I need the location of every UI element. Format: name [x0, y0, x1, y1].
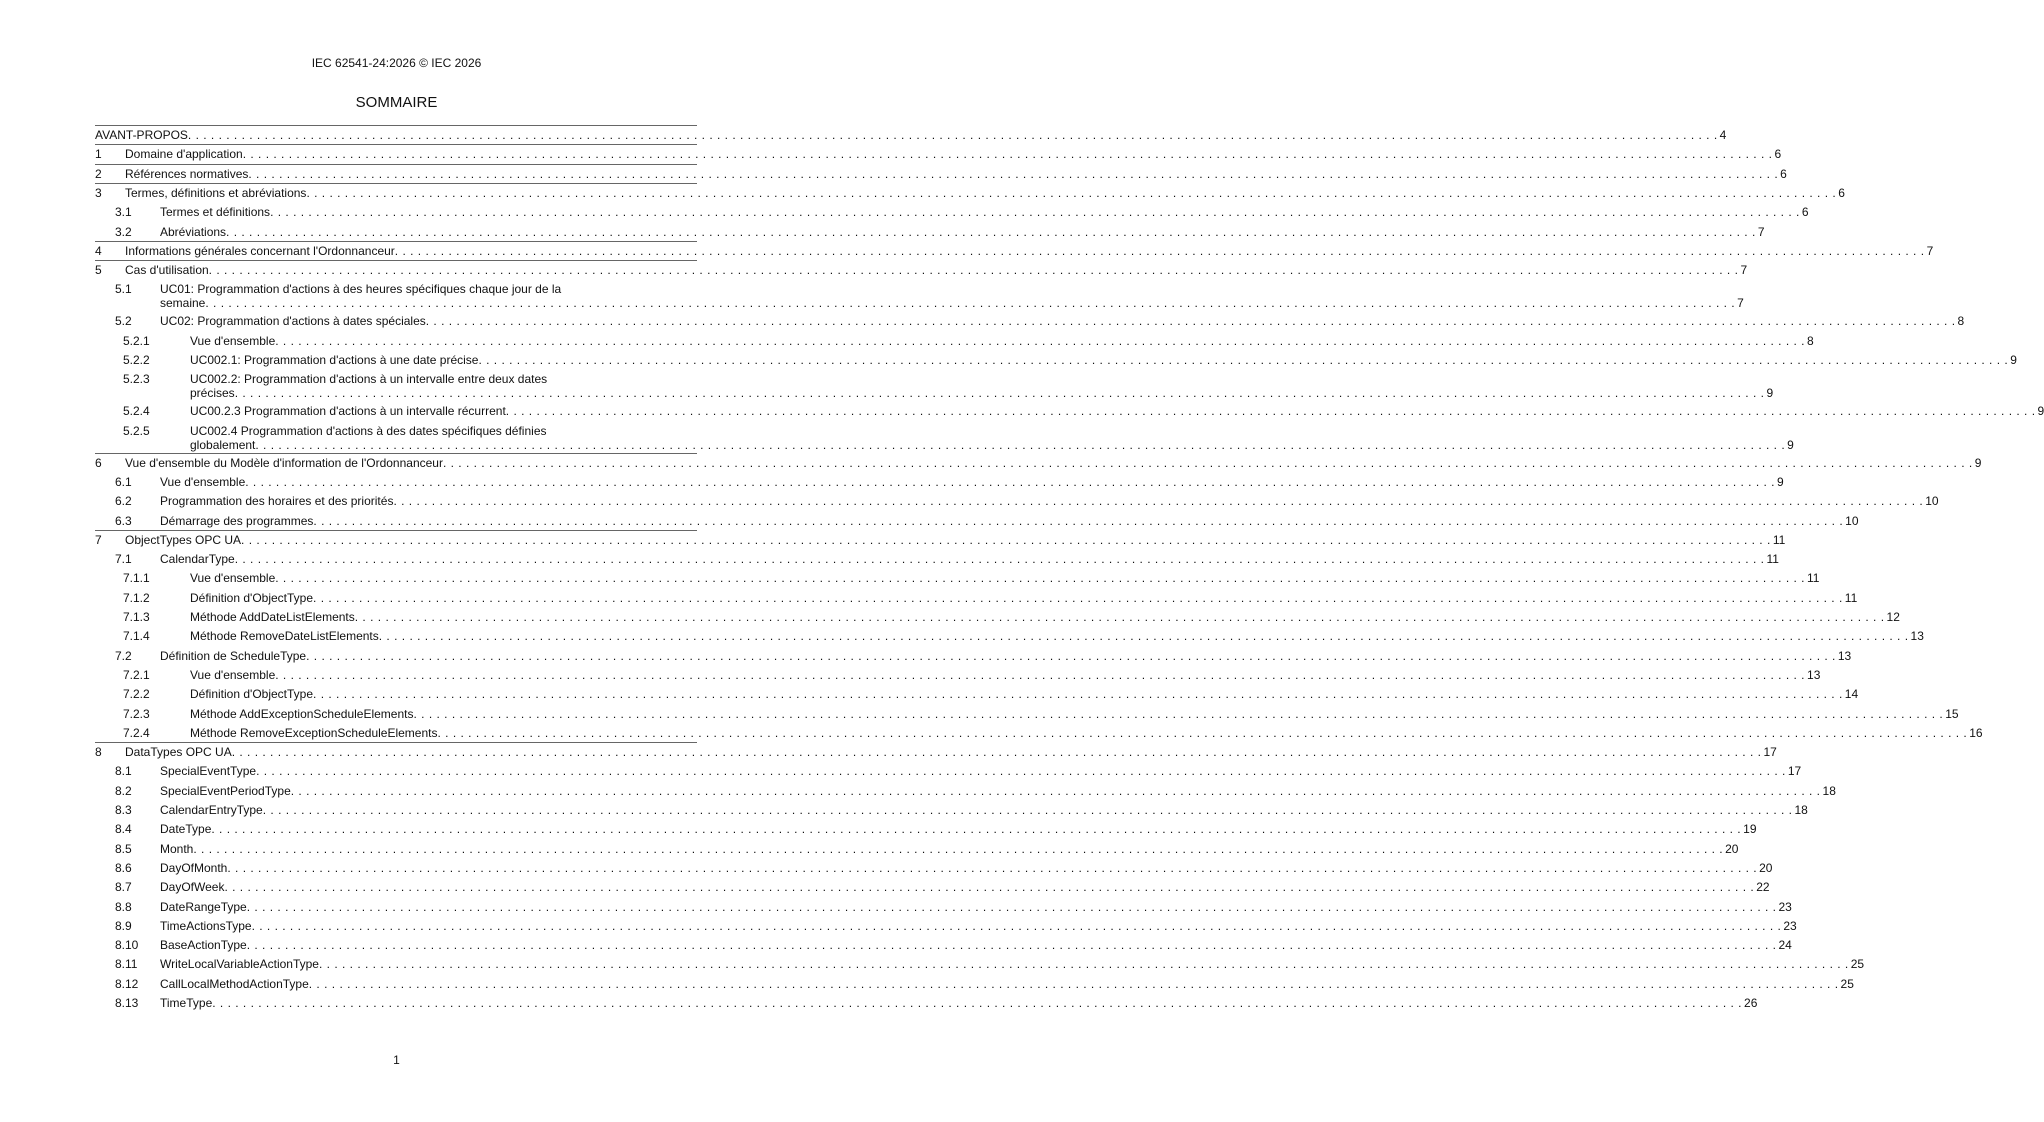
- toc-entry-title-continued: précises: [190, 386, 235, 401]
- toc-entry-title: DayOfWeek: [160, 880, 225, 895]
- toc-dot-leader: . . . . . . . . . . . . . . . . . . . . . . . . . . . . . . . . . . . . . . . . . . . . . . . . . . . . . . . . . . . . . . . . . . . . . . . . . . . . . . . . . . . . . . . . . . . . . . . . . . . . . . . . . . . . . . . . . . . . . . . . . . . . . . . . . . . . . . . . . . . . . . . . . . . . . . . . . . . . . . . . . . . . . . . . . . . . . . . . . . . . . . . . . . . . . . . . . . . . . . . .: [478, 353, 2009, 367]
- toc-entry[interactable]: [95, 687, 1859, 702]
- toc-entry[interactable]: [95, 353, 2017, 367]
- toc-page-number: 25: [1850, 957, 1865, 972]
- toc-dot-leader: . . . . . . . . . . . . . . . . . . . . . . . . . . . . . . . . . . . . . . . . . . . . . . . . . . . . . . . . . . . . . . . . . . . . . . . . . . . . . . . . . . . . . . . . . . . . . . . . . . . . . . . . . . . . . . . . . . . . . . . . . . . . . . . . . . . . . . . . . . . . . . . . . . . . . . . . . . . . . . . . . . . . . . . . . . . . . . . . . . . . . . . . . . . . . . . . . . . . . . . .: [505, 404, 2036, 419]
- toc-page-number: 9: [1777, 474, 1784, 489]
- toc-entry-number: 5.2.2: [123, 353, 150, 367]
- toc-page-number: 13: [1910, 629, 1924, 644]
- toc-entry-title: DateType: [160, 822, 212, 837]
- toc-separator: [95, 241, 697, 242]
- toc-entry-number: 7.2.3: [123, 706, 150, 721]
- toc-dot-leader: . . . . . . . . . . . . . . . . . . . . . . . . . . . . . . . . . . . . . . . . . . . . . . . . . . . . . . . . . . . . . . . . . . . . . . . . . . . . . . . . . . . . . . . . . . . . . . . . . . . . . . . . . . . . . . . . . . . . . . . . . . . . . . . . . . . . . . . . . . . . . . . . . . . . . . . . . . . . . . . . . . . . . . . . . . . . . . . . . . . . . . . . . . . . . . . . . . . . . . . .: [251, 918, 1782, 933]
- toc-entry-title: Définition d'ObjectType: [190, 687, 314, 702]
- toc-entry[interactable]: [95, 128, 1727, 142]
- toc-page-number: 11: [1772, 532, 1786, 547]
- toc-entry-number: 7.2.2: [123, 687, 150, 702]
- toc-entry-number: 7.2.1: [123, 667, 150, 682]
- toc-page-number: 9: [1766, 386, 1774, 401]
- toc-entry-number: 8.6: [115, 860, 132, 875]
- toc-entry[interactable]: [95, 783, 1836, 798]
- toc-entry[interactable]: [95, 841, 1739, 856]
- toc-entry-number: 8.13: [115, 996, 139, 1010]
- toc-entry-number: 5.2.1: [123, 333, 150, 348]
- toc-entry-number: 8.3: [115, 803, 132, 817]
- toc-separator: [95, 742, 697, 743]
- toc-page-number: 10: [1845, 513, 1859, 528]
- toc-entry-title: Définition de ScheduleType: [160, 648, 307, 663]
- toc-entry-number: 5.2.5: [123, 423, 150, 438]
- toc-page-number: 9: [1974, 455, 1982, 470]
- toc-dot-leader: . . . . . . . . . . . . . . . . . . . . . . . . . . . . . . . . . . . . . . . . . . . . . . . . . . . . . . . . . . . . . . . . . . . . . . . . . . . . . . . . . . . . . . . . . . . . . . . . . . . . . . . . . . . . . . . . . . . . . . . . . . . . . . . . . . . . . . . . . . . . . . . . . . . . . . . . . . . . . . . . . . . . . . . . . . . . . . . . . . . . . . . . . . . . . . . . . . . . . . . .: [241, 532, 1771, 547]
- toc-dot-leader: . . . . . . . . . . . . . . . . . . . . . . . . . . . . . . . . . . . . . . . . . . . . . . . . . . . . . . . . . . . . . . . . . . . . . . . . . . . . . . . . . . . . . . . . . . . . . . . . . . . . . . . . . . . . . . . . . . . . . . . . . . . . . . . . . . . . . . . . . . . . . . . . . . . . . . . . . . . . . . . . . . . . . . . . . . . . . . . . . . . . . . . . . . . . . . . . . . . . . . . .: [246, 938, 1777, 953]
- toc-entry[interactable]: [95, 938, 1792, 953]
- toc-page-number: 11: [1766, 552, 1779, 567]
- toc-entry[interactable]: [95, 372, 1774, 401]
- toc-dot-leader: . . . . . . . . . . . . . . . . . . . . . . . . . . . . . . . . . . . . . . . . . . . . . . . . . . . . . . . . . . . . . . . . . . . . . . . . . . . . . . . . . . . . . . . . . . . . . . . . . . . . . . . . . . . . . . . . . . . . . . . . . . . . . . . . . . . . . . . . . . . . . . . . . . . . . . . . . . . . . . . . . . . . . . . . . . . . . . . . . . . . . . . . . . . . . . . . . . . . . . . .: [187, 128, 1718, 142]
- page-title: SOMMAIRE: [355, 94, 438, 111]
- toc-entry-number: 3.2: [115, 224, 132, 239]
- toc-entry-title: Méthode AddExceptionScheduleElements: [190, 706, 414, 721]
- toc-entry-title: Méthode RemoveDateListElements: [190, 629, 379, 644]
- toc-page-number: 4: [1719, 128, 1727, 142]
- toc-page-number: 14: [1844, 687, 1859, 702]
- toc-entry[interactable]: [95, 590, 1858, 605]
- toc-entry-number: 5.2.3: [123, 372, 150, 387]
- toc-page-number: 17: [1763, 745, 1777, 760]
- toc-entry-number: 7.2.4: [123, 725, 150, 740]
- toc-separator: [95, 144, 697, 145]
- toc-entry-title: Abréviations: [160, 224, 227, 239]
- toc-page-number: 9: [1787, 437, 1794, 452]
- toc-entry-title: Vue d'ensemble du Modèle d'information de l'Ordonnanceur: [125, 455, 443, 470]
- toc-page-number: 11: [1807, 571, 1820, 586]
- toc-separator: [95, 183, 697, 184]
- toc-entry-title: Vue d'ensemble: [160, 474, 246, 489]
- toc-entry-title: DateRangeType: [160, 899, 247, 914]
- toc-entry[interactable]: [95, 822, 1757, 837]
- toc-entry-number: 3.1: [115, 205, 132, 220]
- toc-entry[interactable]: [95, 764, 1802, 779]
- toc-entry-number: 7: [95, 532, 102, 547]
- toc-entry-number: 8.7: [115, 880, 132, 895]
- toc-entry-number: 2: [95, 166, 102, 181]
- toc-entry-title: UC02: Programmation d'actions à dates spéciales: [160, 314, 426, 329]
- toc-entry[interactable]: [95, 455, 1982, 470]
- toc-page-number: 7: [1757, 224, 1765, 239]
- toc-dot-leader: . . . . . . . . . . . . . . . . . . . . . . . . . . . . . . . . . . . . . . . . . . . . . . . . . . . . . . . . . . . . . . . . . . . . . . . . . . . . . . . . . . . . . . . . . . . . . . . . . . . . . . . . . . . . . . . . . . . . . . . . . . . . . . . . . . . . . . . . . . . . . . . . . . . . . . . . . . . . . . . . . . . . . . . . . . . . . . . . . . . . . . . . . . . . . . . . . . . . . . . .: [354, 610, 1885, 624]
- toc-page-number: 12: [1886, 610, 1900, 624]
- toc-entry-title-continued: globalement: [190, 437, 256, 452]
- toc-page-number: 24: [1778, 938, 1792, 953]
- toc-entry-number: 7.1: [115, 552, 132, 567]
- toc-page-number: 17: [1787, 764, 1802, 779]
- toc-dot-leader: . . . . . . . . . . . . . . . . . . . . . . . . . . . . . . . . . . . . . . . . . . . . . . . . . . . . . . . . . . . . . . . . . . . . . . . . . . . . . . . . . . . . . . . . . . . . . . . . . . . . . . . . . . . . . . . . . . . . . . . . . . . . . . . . . . . . . . . . . . . . . . . . . . . . . . . . . . . . . . . . . . . . . . . . . . . . . . . . . . . . . . . . . . . . . . . . . . . . . . . .: [318, 957, 1849, 972]
- toc-page-number: 23: [1783, 918, 1797, 933]
- toc-entry-number: 7.1.1: [123, 571, 150, 586]
- toc-entry[interactable]: [95, 918, 1797, 933]
- toc-entry[interactable]: [95, 474, 1784, 489]
- toc-entry[interactable]: [95, 957, 1865, 972]
- toc-entry-number: 8.8: [115, 899, 132, 914]
- toc-entry-title: SpecialEventPeriodType: [160, 783, 291, 798]
- toc-entry[interactable]: [95, 147, 1782, 162]
- toc-entry-number: 5: [95, 263, 102, 278]
- toc-separator: [95, 530, 697, 531]
- toc-dot-leader: . . . . . . . . . . . . . . . . . . . . . . . . . . . . . . . . . . . . . . . . . . . . . . . . . . . . . . . . . . . . . . . . . . . . . . . . . . . . . . . . . . . . . . . . . . . . . . . . . . . . . . . . . . . . . . . . . . . . . . . . . . . . . . . . . . . . . . . . . . . . . . . . . . . . . . . . . . . . . . . . . . . . . . . . . . . . . . . . . . . . . . . . . . . . . . . . . . . . . . . .: [255, 437, 1786, 452]
- toc-dot-leader: . . . . . . . . . . . . . . . . . . . . . . . . . . . . . . . . . . . . . . . . . . . . . . . . . . . . . . . . . . . . . . . . . . . . . . . . . . . . . . . . . . . . . . . . . . . . . . . . . . . . . . . . . . . . . . . . . . . . . . . . . . . . . . . . . . . . . . . . . . . . . . . . . . . . . . . . . . . . . . . . . . . . . . . . . . . . . . . . . . . . . . . . . . . . . . . . . . . . . . . .: [234, 552, 1765, 567]
- toc-entry-number: 5.1: [115, 282, 132, 297]
- toc-page-number: 7: [1740, 263, 1748, 278]
- toc-entry-number: 1: [95, 147, 102, 162]
- toc-dot-leader: . . . . . . . . . . . . . . . . . . . . . . . . . . . . . . . . . . . . . . . . . . . . . . . . . . . . . . . . . . . . . . . . . . . . . . . . . . . . . . . . . . . . . . . . . . . . . . . . . . . . . . . . . . . . . . . . . . . . . . . . . . . . . . . . . . . . . . . . . . . . . . . . . . . . . . . . . . . . . . . . . . . . . . . . . . . . . . . . . . . . . . . . . . . . . . . . . . . . . . . .: [226, 224, 1756, 239]
- toc-page-number: 6: [1774, 147, 1782, 162]
- toc-entry-title: SpecialEventType: [160, 764, 257, 779]
- toc-entry-number: 6: [95, 455, 102, 470]
- toc-dot-leader: . . . . . . . . . . . . . . . . . . . . . . . . . . . . . . . . . . . . . . . . . . . . . . . . . . . . . . . . . . . . . . . . . . . . . . . . . . . . . . . . . . . . . . . . . . . . . . . . . . . . . . . . . . . . . . . . . . . . . . . . . . . . . . . . . . . . . . . . . . . . . . . . . . . . . . . . . . . . . . . . . . . . . . . . . . . . . . . . . . . . . . . . . . . . . . . . . . . . . . . .: [290, 783, 1821, 798]
- toc-entry-title: ObjectTypes OPC UA: [125, 532, 242, 547]
- toc-entry-title: AVANT-PROPOS: [95, 128, 188, 142]
- toc-dot-leader: . . . . . . . . . . . . . . . . . . . . . . . . . . . . . . . . . . . . . . . . . . . . . . . . . . . . . . . . . . . . . . . . . . . . . . . . . . . . . . . . . . . . . . . . . . . . . . . . . . . . . . . . . . . . . . . . . . . . . . . . . . . . . . . . . . . . . . . . . . . . . . . . . . . . . . . . . . . . . . . . . . . . . . . . . . . . . . . . . . . . . . . . . . . . . . . . . . . . . . . .: [231, 745, 1762, 760]
- toc-page-number: 13: [1807, 667, 1821, 682]
- toc-entry-number: 8.5: [115, 841, 132, 856]
- toc-page-number: 15: [1945, 706, 1959, 721]
- toc-entry-number: 5.2.4: [123, 404, 150, 419]
- toc-dot-leader: . . . . . . . . . . . . . . . . . . . . . . . . . . . . . . . . . . . . . . . . . . . . . . . . . . . . . . . . . . . . . . . . . . . . . . . . . . . . . . . . . . . . . . . . . . . . . . . . . . . . . . . . . . . . . . . . . . . . . . . . . . . . . . . . . . . . . . . . . . . . . . . . . . . . . . . . . . . . . . . . . . . . . . . . . . . . . . . . . . . . . . . . . . . . . . . . . . . . . . . .: [308, 976, 1839, 991]
- toc-page-number: 9: [2037, 404, 2044, 419]
- toc-entry[interactable]: [95, 185, 1845, 200]
- toc-page-number: 26: [1744, 996, 1758, 1010]
- toc-entry[interactable]: [95, 745, 1777, 760]
- toc-page-number: 13: [1837, 648, 1852, 663]
- toc-entry-number: 8.10: [115, 938, 139, 953]
- toc-dot-leader: . . . . . . . . . . . . . . . . . . . . . . . . . . . . . . . . . . . . . . . . . . . . . . . . . . . . . . . . . . . . . . . . . . . . . . . . . . . . . . . . . . . . . . . . . . . . . . . . . . . . . . . . . . . . . . . . . . . . . . . . . . . . . . . . . . . . . . . . . . . . . . . . . . . . . . . . . . . . . . . . . . . . . . . . . . . . . . . . . . . . . . . . . . . . . . . . . . . . . . . .: [256, 764, 1786, 779]
- toc-entry-title: UC002.1: Programmation d'actions à une date précise: [190, 353, 479, 367]
- toc-entry-title: Cas d'utilisation: [125, 263, 209, 278]
- toc-entry[interactable]: [95, 513, 1859, 528]
- toc-entry[interactable]: [95, 166, 1787, 181]
- toc-entry[interactable]: [95, 610, 1900, 624]
- toc-entry[interactable]: [95, 224, 1765, 239]
- toc-dot-leader: . . . . . . . . . . . . . . . . . . . . . . . . . . . . . . . . . . . . . . . . . . . . . . . . . . . . . . . . . . . . . . . . . . . . . . . . . . . . . . . . . . . . . . . . . . . . . . . . . . . . . . . . . . . . . . . . . . . . . . . . . . . . . . . . . . . . . . . . . . . . . . . . . . . . . . . . . . . . . . . . . . . . . . . . . . . . . . . . . . . . . . . . . . . . . . . . . . . . . . . .: [212, 996, 1743, 1010]
- toc-page-number: 16: [1969, 725, 1983, 740]
- toc-entry-title: CallLocalMethodActionType: [160, 976, 309, 991]
- toc-dot-leader: . . . . . . . . . . . . . . . . . . . . . . . . . . . . . . . . . . . . . . . . . . . . . . . . . . . . . . . . . . . . . . . . . . . . . . . . . . . . . . . . . . . . . . . . . . . . . . . . . . . . . . . . . . . . . . . . . . . . . . . . . . . . . . . . . . . . . . . . . . . . . . . . . . . . . . . . . . . . . . . . . . . . . . . . . . . . . . . . . . . . . . . . . . . . . . . . . . . . . . . .: [246, 899, 1777, 914]
- toc-entry-title: WriteLocalVariableActionType: [160, 957, 319, 972]
- toc-entry[interactable]: [95, 205, 1809, 220]
- toc-entry[interactable]: [95, 803, 1808, 817]
- toc-dot-leader: . . . . . . . . . . . . . . . . . . . . . . . . . . . . . . . . . . . . . . . . . . . . . . . . . . . . . . . . . . . . . . . . . . . . . . . . . . . . . . . . . . . . . . . . . . . . . . . . . . . . . . . . . . . . . . . . . . . . . . . . . . . . . . . . . . . . . . . . . . . . . . . . . . . . . . . . . . . . . . . . . . . . . . . . . . . . . . . . . . . . . . . . . . . . . . . . . . . . . . . .: [313, 687, 1843, 702]
- toc-entry-title: DayOfMonth: [160, 860, 228, 875]
- page-number: 1: [393, 1053, 400, 1067]
- toc-entry[interactable]: [95, 282, 1744, 311]
- toc-page-number: 10: [1925, 494, 1939, 509]
- toc-page-number: 22: [1756, 880, 1770, 895]
- toc-dot-leader: . . . . . . . . . . . . . . . . . . . . . . . . . . . . . . . . . . . . . . . . . . . . . . . . . . . . . . . . . . . . . . . . . . . . . . . . . . . . . . . . . . . . . . . . . . . . . . . . . . . . . . . . . . . . . . . . . . . . . . . . . . . . . . . . . . . . . . . . . . . . . . . . . . . . . . . . . . . . . . . . . . . . . . . . . . . . . . . . . . . . . . . . . . . . . . . . . . . . . . . .: [248, 166, 1779, 181]
- toc-page-number: 18: [1794, 803, 1808, 817]
- toc-entry-title: CalendarType: [160, 552, 235, 567]
- toc-separator: [95, 260, 697, 261]
- toc-separator: [95, 453, 697, 454]
- toc-entry-title: UC00.2.3 Programmation d'actions à un intervalle récurrent: [190, 404, 506, 419]
- toc-entry[interactable]: [95, 725, 1983, 740]
- toc-entry[interactable]: [95, 571, 1820, 586]
- toc-entry-title: Références normatives: [125, 166, 249, 181]
- toc-entry-number: 8.1: [115, 764, 132, 779]
- toc-entry-title: Vue d'ensemble: [190, 571, 276, 586]
- toc-entry-number: 8.4: [115, 822, 132, 837]
- toc-entry-title: CalendarEntryType: [160, 803, 263, 817]
- toc-dot-leader: . . . . . . . . . . . . . . . . . . . . . . . . . . . . . . . . . . . . . . . . . . . . . . . . . . . . . . . . . . . . . . . . . . . . . . . . . . . . . . . . . . . . . . . . . . . . . . . . . . . . . . . . . . . . . . . . . . . . . . . . . . . . . . . . . . . . . . . . . . . . . . . . . . . . . . . . . . . . . . . . . . . . . . . . . . . . . . . . . . . . . . . . . . . . . . . . . . . . . . . .: [378, 629, 1909, 644]
- toc-entry[interactable]: [95, 404, 2044, 419]
- toc-dot-leader: . . . . . . . . . . . . . . . . . . . . . . . . . . . . . . . . . . . . . . . . . . . . . . . . . . . . . . . . . . . . . . . . . . . . . . . . . . . . . . . . . . . . . . . . . . . . . . . . . . . . . . . . . . . . . . . . . . . . . . . . . . . . . . . . . . . . . . . . . . . . . . . . . . . . . . . . . . . . . . . . . . . . . . . . . . . . . . . . . . . . . . . . . . . . . . . . . . . . . . . .: [211, 822, 1742, 837]
- toc-entry-title: Informations générales concernant l'Ordonnanceur: [125, 243, 395, 258]
- toc-entry[interactable]: [95, 976, 1854, 991]
- toc-entry[interactable]: [95, 314, 1965, 329]
- toc-entry[interactable]: [95, 629, 1924, 644]
- toc-entry-title: Domaine d'application: [125, 147, 243, 162]
- toc-entry-title-continued: semaine: [160, 296, 206, 311]
- toc-entry[interactable]: [95, 860, 1773, 875]
- toc-entry-number: 6.3: [115, 513, 132, 528]
- toc-entry-number: 7.1.2: [123, 590, 150, 605]
- toc-entry-number: 4: [95, 243, 102, 258]
- toc-entry-title: Termes et définitions: [160, 205, 271, 220]
- toc-page-number: 23: [1778, 899, 1792, 914]
- toc-dot-leader: . . . . . . . . . . . . . . . . . . . . . . . . . . . . . . . . . . . . . . . . . . . . . . . . . . . . . . . . . . . . . . . . . . . . . . . . . . . . . . . . . . . . . . . . . . . . . . . . . . . . . . . . . . . . . . . . . . . . . . . . . . . . . . . . . . . . . . . . . . . . . . . . . . . . . . . . . . . . . . . . . . . . . . . . . . . . . . . . . . . . . . . . . . . . . . . . . . . . . . . .: [224, 880, 1755, 895]
- toc-entry[interactable]: [95, 263, 1748, 278]
- toc-entry-title: TimeActionsType: [160, 918, 252, 933]
- toc-entry-title: Définition d'ObjectType: [190, 590, 314, 605]
- toc-entry-title: Vue d'ensemble: [190, 667, 276, 682]
- toc-entry-number: 6.1: [115, 474, 132, 489]
- toc-entry[interactable]: [95, 423, 1794, 452]
- toc-dot-leader: . . . . . . . . . . . . . . . . . . . . . . . . . . . . . . . . . . . . . . . . . . . . . . . . . . . . . . . . . . . . . . . . . . . . . . . . . . . . . . . . . . . . . . . . . . . . . . . . . . . . . . . . . . . . . . . . . . . . . . . . . . . . . . . . . . . . . . . . . . . . . . . . . . . . . . . . . . . . . . . . . . . . . . . . . . . . . . . . . . . . . . . . . . . . . . . . . . . . . . . .: [234, 386, 1765, 401]
- toc-entry[interactable]: [95, 706, 1959, 721]
- toc-separator: [95, 125, 697, 126]
- toc-dot-leader: . . . . . . . . . . . . . . . . . . . . . . . . . . . . . . . . . . . . . . . . . . . . . . . . . . . . . . . . . . . . . . . . . . . . . . . . . . . . . . . . . . . . . . . . . . . . . . . . . . . . . . . . . . . . . . . . . . . . . . . . . . . . . . . . . . . . . . . . . . . . . . . . . . . . . . . . . . . . . . . . . . . . . . . . . . . . . . . . . . . . . . . . . . . . . . . . . . . . . . . .: [313, 590, 1843, 605]
- toc-entry[interactable]: [95, 880, 1770, 895]
- toc-dot-leader: . . . . . . . . . . . . . . . . . . . . . . . . . . . . . . . . . . . . . . . . . . . . . . . . . . . . . . . . . . . . . . . . . . . . . . . . . . . . . . . . . . . . . . . . . . . . . . . . . . . . . . . . . . . . . . . . . . . . . . . . . . . . . . . . . . . . . . . . . . . . . . . . . . . . . . . . . . . . . . . . . . . . . . . . . . . . . . . . . . . . . . . . . . . . . . . . . . . . . . . .: [275, 333, 1806, 348]
- toc-entry-title: Month: [160, 841, 194, 856]
- toc-dot-leader: . . . . . . . . . . . . . . . . . . . . . . . . . . . . . . . . . . . . . . . . . . . . . . . . . . . . . . . . . . . . . . . . . . . . . . . . . . . . . . . . . . . . . . . . . . . . . . . . . . . . . . . . . . . . . . . . . . . . . . . . . . . . . . . . . . . . . . . . . . . . . . . . . . . . . . . . . . . . . . . . . . . . . . . . . . . . . . . . . . . . . . . . . . . . . . . . . . . . . . . .: [306, 185, 1837, 200]
- toc-entry-title: UC01: Programmation d'actions à des heures spécifiques chaque jour de la: [160, 282, 562, 297]
- toc-entry[interactable]: [95, 996, 1758, 1010]
- toc-entry-number: 8.12: [115, 976, 139, 991]
- toc-dot-leader: . . . . . . . . . . . . . . . . . . . . . . . . . . . . . . . . . . . . . . . . . . . . . . . . . . . . . . . . . . . . . . . . . . . . . . . . . . . . . . . . . . . . . . . . . . . . . . . . . . . . . . . . . . . . . . . . . . . . . . . . . . . . . . . . . . . . . . . . . . . . . . . . . . . . . . . . . . . . . . . . . . . . . . . . . . . . . . . . . . . . . . . . . . . . . . . . . . . . . . . .: [413, 706, 1944, 721]
- toc-dot-leader: . . . . . . . . . . . . . . . . . . . . . . . . . . . . . . . . . . . . . . . . . . . . . . . . . . . . . . . . . . . . . . . . . . . . . . . . . . . . . . . . . . . . . . . . . . . . . . . . . . . . . . . . . . . . . . . . . . . . . . . . . . . . . . . . . . . . . . . . . . . . . . . . . . . . . . . . . . . . . . . . . . . . . . . . . . . . . . . . . . . . . . . . . . . . . . . . . . . . . . . .: [262, 803, 1793, 817]
- toc-entry[interactable]: [95, 667, 1821, 682]
- toc-entry-title: DataTypes OPC UA: [125, 745, 232, 760]
- toc-page-number: 8: [1807, 333, 1814, 348]
- toc-entry-number: 7.1.4: [123, 629, 150, 644]
- toc-page-number: 25: [1840, 976, 1854, 991]
- running-header: IEC 62541-24:2026 © IEC 2026: [311, 56, 482, 70]
- toc-dot-leader: . . . . . . . . . . . . . . . . . . . . . . . . . . . . . . . . . . . . . . . . . . . . . . . . . . . . . . . . . . . . . . . . . . . . . . . . . . . . . . . . . . . . . . . . . . . . . . . . . . . . . . . . . . . . . . . . . . . . . . . . . . . . . . . . . . . . . . . . . . . . . . . . . . . . . . . . . . . . . . . . . . . . . . . . . . . . . . . . . . . . . . . . . . . . . . . . . . . . . . . .: [425, 314, 1956, 329]
- toc-dot-leader: . . . . . . . . . . . . . . . . . . . . . . . . . . . . . . . . . . . . . . . . . . . . . . . . . . . . . . . . . . . . . . . . . . . . . . . . . . . . . . . . . . . . . . . . . . . . . . . . . . . . . . . . . . . . . . . . . . . . . . . . . . . . . . . . . . . . . . . . . . . . . . . . . . . . . . . . . . . . . . . . . . . . . . . . . . . . . . . . . . . . . . . . . . . . . . . . . . . . . . . .: [208, 263, 1739, 278]
- toc-entry-title: UC002.4 Programmation d'actions à des dates spécifiques définies: [190, 423, 547, 438]
- toc-entry[interactable]: [95, 333, 1814, 348]
- toc-dot-leader: . . . . . . . . . . . . . . . . . . . . . . . . . . . . . . . . . . . . . . . . . . . . . . . . . . . . . . . . . . . . . . . . . . . . . . . . . . . . . . . . . . . . . . . . . . . . . . . . . . . . . . . . . . . . . . . . . . . . . . . . . . . . . . . . . . . . . . . . . . . . . . . . . . . . . . . . . . . . . . . . . . . . . . . . . . . . . . . . . . . . . . . . . . . . . . . . . . . . . . . .: [245, 474, 1776, 489]
- toc-entry-title: Méthode AddDateListElements: [190, 610, 355, 624]
- toc-dot-leader: . . . . . . . . . . . . . . . . . . . . . . . . . . . . . . . . . . . . . . . . . . . . . . . . . . . . . . . . . . . . . . . . . . . . . . . . . . . . . . . . . . . . . . . . . . . . . . . . . . . . . . . . . . . . . . . . . . . . . . . . . . . . . . . . . . . . . . . . . . . . . . . . . . . . . . . . . . . . . . . . . . . . . . . . . . . . . . . . . . . . . . . . . . . . . . . . . . . . . . . .: [393, 494, 1924, 509]
- toc-dot-leader: . . . . . . . . . . . . . . . . . . . . . . . . . . . . . . . . . . . . . . . . . . . . . . . . . . . . . . . . . . . . . . . . . . . . . . . . . . . . . . . . . . . . . . . . . . . . . . . . . . . . . . . . . . . . . . . . . . . . . . . . . . . . . . . . . . . . . . . . . . . . . . . . . . . . . . . . . . . . . . . . . . . . . . . . . . . . . . . . . . . . . . . . . . . . . . . . . . . . . . . .: [306, 648, 1836, 663]
- toc-entry-number: 3: [95, 185, 102, 200]
- toc-dot-leader: . . . . . . . . . . . . . . . . . . . . . . . . . . . . . . . . . . . . . . . . . . . . . . . . . . . . . . . . . . . . . . . . . . . . . . . . . . . . . . . . . . . . . . . . . . . . . . . . . . . . . . . . . . . . . . . . . . . . . . . . . . . . . . . . . . . . . . . . . . . . . . . . . . . . . . . . . . . . . . . . . . . . . . . . . . . . . . . . . . . . . . . . . . . . . . . . . . . . . . . .: [442, 455, 1973, 470]
- toc-dot-leader: . . . . . . . . . . . . . . . . . . . . . . . . . . . . . . . . . . . . . . . . . . . . . . . . . . . . . . . . . . . . . . . . . . . . . . . . . . . . . . . . . . . . . . . . . . . . . . . . . . . . . . . . . . . . . . . . . . . . . . . . . . . . . . . . . . . . . . . . . . . . . . . . . . . . . . . . . . . . . . . . . . . . . . . . . . . . . . . . . . . . . . . . . . . . . . . . . . . . . . . .: [313, 513, 1844, 528]
- toc-separator: [95, 164, 697, 165]
- toc-page-number: 9: [2010, 353, 2017, 367]
- toc-page-number: 19: [1743, 822, 1757, 837]
- toc-dot-leader: . . . . . . . . . . . . . . . . . . . . . . . . . . . . . . . . . . . . . . . . . . . . . . . . . . . . . . . . . . . . . . . . . . . . . . . . . . . . . . . . . . . . . . . . . . . . . . . . . . . . . . . . . . . . . . . . . . . . . . . . . . . . . . . . . . . . . . . . . . . . . . . . . . . . . . . . . . . . . . . . . . . . . . . . . . . . . . . . . . . . . . . . . . . . . . . . . . . . . . . .: [270, 205, 1800, 220]
- toc-dot-leader: . . . . . . . . . . . . . . . . . . . . . . . . . . . . . . . . . . . . . . . . . . . . . . . . . . . . . . . . . . . . . . . . . . . . . . . . . . . . . . . . . . . . . . . . . . . . . . . . . . . . . . . . . . . . . . . . . . . . . . . . . . . . . . . . . . . . . . . . . . . . . . . . . . . . . . . . . . . . . . . . . . . . . . . . . . . . . . . . . . . . . . . . . . . . . . . . . . . . . . . .: [275, 571, 1806, 586]
- toc-entry-number: 8.9: [115, 918, 132, 933]
- toc-entry-number: 7.1.3: [123, 610, 150, 624]
- toc-dot-leader: . . . . . . . . . . . . . . . . . . . . . . . . . . . . . . . . . . . . . . . . . . . . . . . . . . . . . . . . . . . . . . . . . . . . . . . . . . . . . . . . . . . . . . . . . . . . . . . . . . . . . . . . . . . . . . . . . . . . . . . . . . . . . . . . . . . . . . . . . . . . . . . . . . . . . . . . . . . . . . . . . . . . . . . . . . . . . . . . . . . . . . . . . . . . . . . . . . . . . . . .: [437, 725, 1968, 740]
- toc-dot-leader: . . . . . . . . . . . . . . . . . . . . . . . . . . . . . . . . . . . . . . . . . . . . . . . . . . . . . . . . . . . . . . . . . . . . . . . . . . . . . . . . . . . . . . . . . . . . . . . . . . . . . . . . . . . . . . . . . . . . . . . . . . . . . . . . . . . . . . . . . . . . . . . . . . . . . . . . . . . . . . . . . . . . . . . . . . . . . . . . . . . . . . . . . . . . . . . . . . . . . . . .: [193, 841, 1724, 856]
- toc-page-number: 7: [1737, 296, 1744, 311]
- toc-entry-title: UC002.2: Programmation d'actions à un intervalle entre deux dates: [190, 372, 548, 387]
- toc-dot-leader: . . . . . . . . . . . . . . . . . . . . . . . . . . . . . . . . . . . . . . . . . . . . . . . . . . . . . . . . . . . . . . . . . . . . . . . . . . . . . . . . . . . . . . . . . . . . . . . . . . . . . . . . . . . . . . . . . . . . . . . . . . . . . . . . . . . . . . . . . . . . . . . . . . . . . . . . . . . . . . . . . . . . . . . . . . . . . . . . . . . . . . . . . . . . . . . . . . . . . . . .: [275, 667, 1806, 682]
- toc-entry-number: 8: [95, 745, 102, 760]
- toc-entry-title: Démarrage des programmes: [160, 513, 314, 528]
- toc-page-number: 6: [1838, 185, 1845, 200]
- toc-page-number: 6: [1801, 205, 1809, 220]
- toc-entry-number: 5.2: [115, 314, 132, 329]
- toc-entry-title: Vue d'ensemble: [190, 333, 276, 348]
- toc-entry[interactable]: [95, 648, 1852, 663]
- toc-entry[interactable]: [95, 899, 1792, 914]
- toc-entry-number: 7.2: [115, 648, 132, 663]
- toc-entry[interactable]: [95, 243, 1934, 258]
- toc-dot-leader: . . . . . . . . . . . . . . . . . . . . . . . . . . . . . . . . . . . . . . . . . . . . . . . . . . . . . . . . . . . . . . . . . . . . . . . . . . . . . . . . . . . . . . . . . . . . . . . . . . . . . . . . . . . . . . . . . . . . . . . . . . . . . . . . . . . . . . . . . . . . . . . . . . . . . . . . . . . . . . . . . . . . . . . . . . . . . . . . . . . . . . . . . . . . . . . . . . . . . . . .: [227, 860, 1758, 875]
- toc-entry-number: 8.2: [115, 783, 132, 798]
- toc-entry[interactable]: [95, 494, 1939, 509]
- toc-dot-leader: . . . . . . . . . . . . . . . . . . . . . . . . . . . . . . . . . . . . . . . . . . . . . . . . . . . . . . . . . . . . . . . . . . . . . . . . . . . . . . . . . . . . . . . . . . . . . . . . . . . . . . . . . . . . . . . . . . . . . . . . . . . . . . . . . . . . . . . . . . . . . . . . . . . . . . . . . . . . . . . . . . . . . . . . . . . . . . . . . . . . . . . . . . . . . . . . . . . . . . . .: [205, 296, 1736, 311]
- toc-page-number: 18: [1822, 783, 1836, 798]
- toc-entry-title: BaseActionType: [160, 938, 247, 953]
- toc-dot-leader: . . . . . . . . . . . . . . . . . . . . . . . . . . . . . . . . . . . . . . . . . . . . . . . . . . . . . . . . . . . . . . . . . . . . . . . . . . . . . . . . . . . . . . . . . . . . . . . . . . . . . . . . . . . . . . . . . . . . . . . . . . . . . . . . . . . . . . . . . . . . . . . . . . . . . . . . . . . . . . . . . . . . . . . . . . . . . . . . . . . . . . . . . . . . . . . . . . . . . . . .: [242, 147, 1773, 162]
- toc-entry[interactable]: [95, 532, 1786, 547]
- toc-entry-number: 8.11: [115, 957, 138, 972]
- toc-page-number: 6: [1780, 166, 1787, 181]
- toc-page-number: 20: [1759, 860, 1773, 875]
- toc-entry-number: 6.2: [115, 494, 132, 509]
- toc-entry-title: Programmation des horaires et des priorités: [160, 494, 394, 509]
- toc-dot-leader: . . . . . . . . . . . . . . . . . . . . . . . . . . . . . . . . . . . . . . . . . . . . . . . . . . . . . . . . . . . . . . . . . . . . . . . . . . . . . . . . . . . . . . . . . . . . . . . . . . . . . . . . . . . . . . . . . . . . . . . . . . . . . . . . . . . . . . . . . . . . . . . . . . . . . . . . . . . . . . . . . . . . . . . . . . . . . . . . . . . . . . . . . . . . . . . . . . . . . . . .: [394, 243, 1925, 258]
- toc-entry-title: Termes, définitions et abréviations: [125, 185, 307, 200]
- toc-page-number: 20: [1725, 841, 1739, 856]
- toc-entry-title: TimeType: [160, 996, 213, 1010]
- toc-entry-title: Méthode RemoveExceptionScheduleElements: [190, 725, 438, 740]
- toc-page-number: 8: [1957, 314, 1965, 329]
- toc-page-number: 11: [1844, 590, 1858, 605]
- toc-entry[interactable]: [95, 552, 1779, 567]
- toc-page-number: 7: [1926, 243, 1934, 258]
